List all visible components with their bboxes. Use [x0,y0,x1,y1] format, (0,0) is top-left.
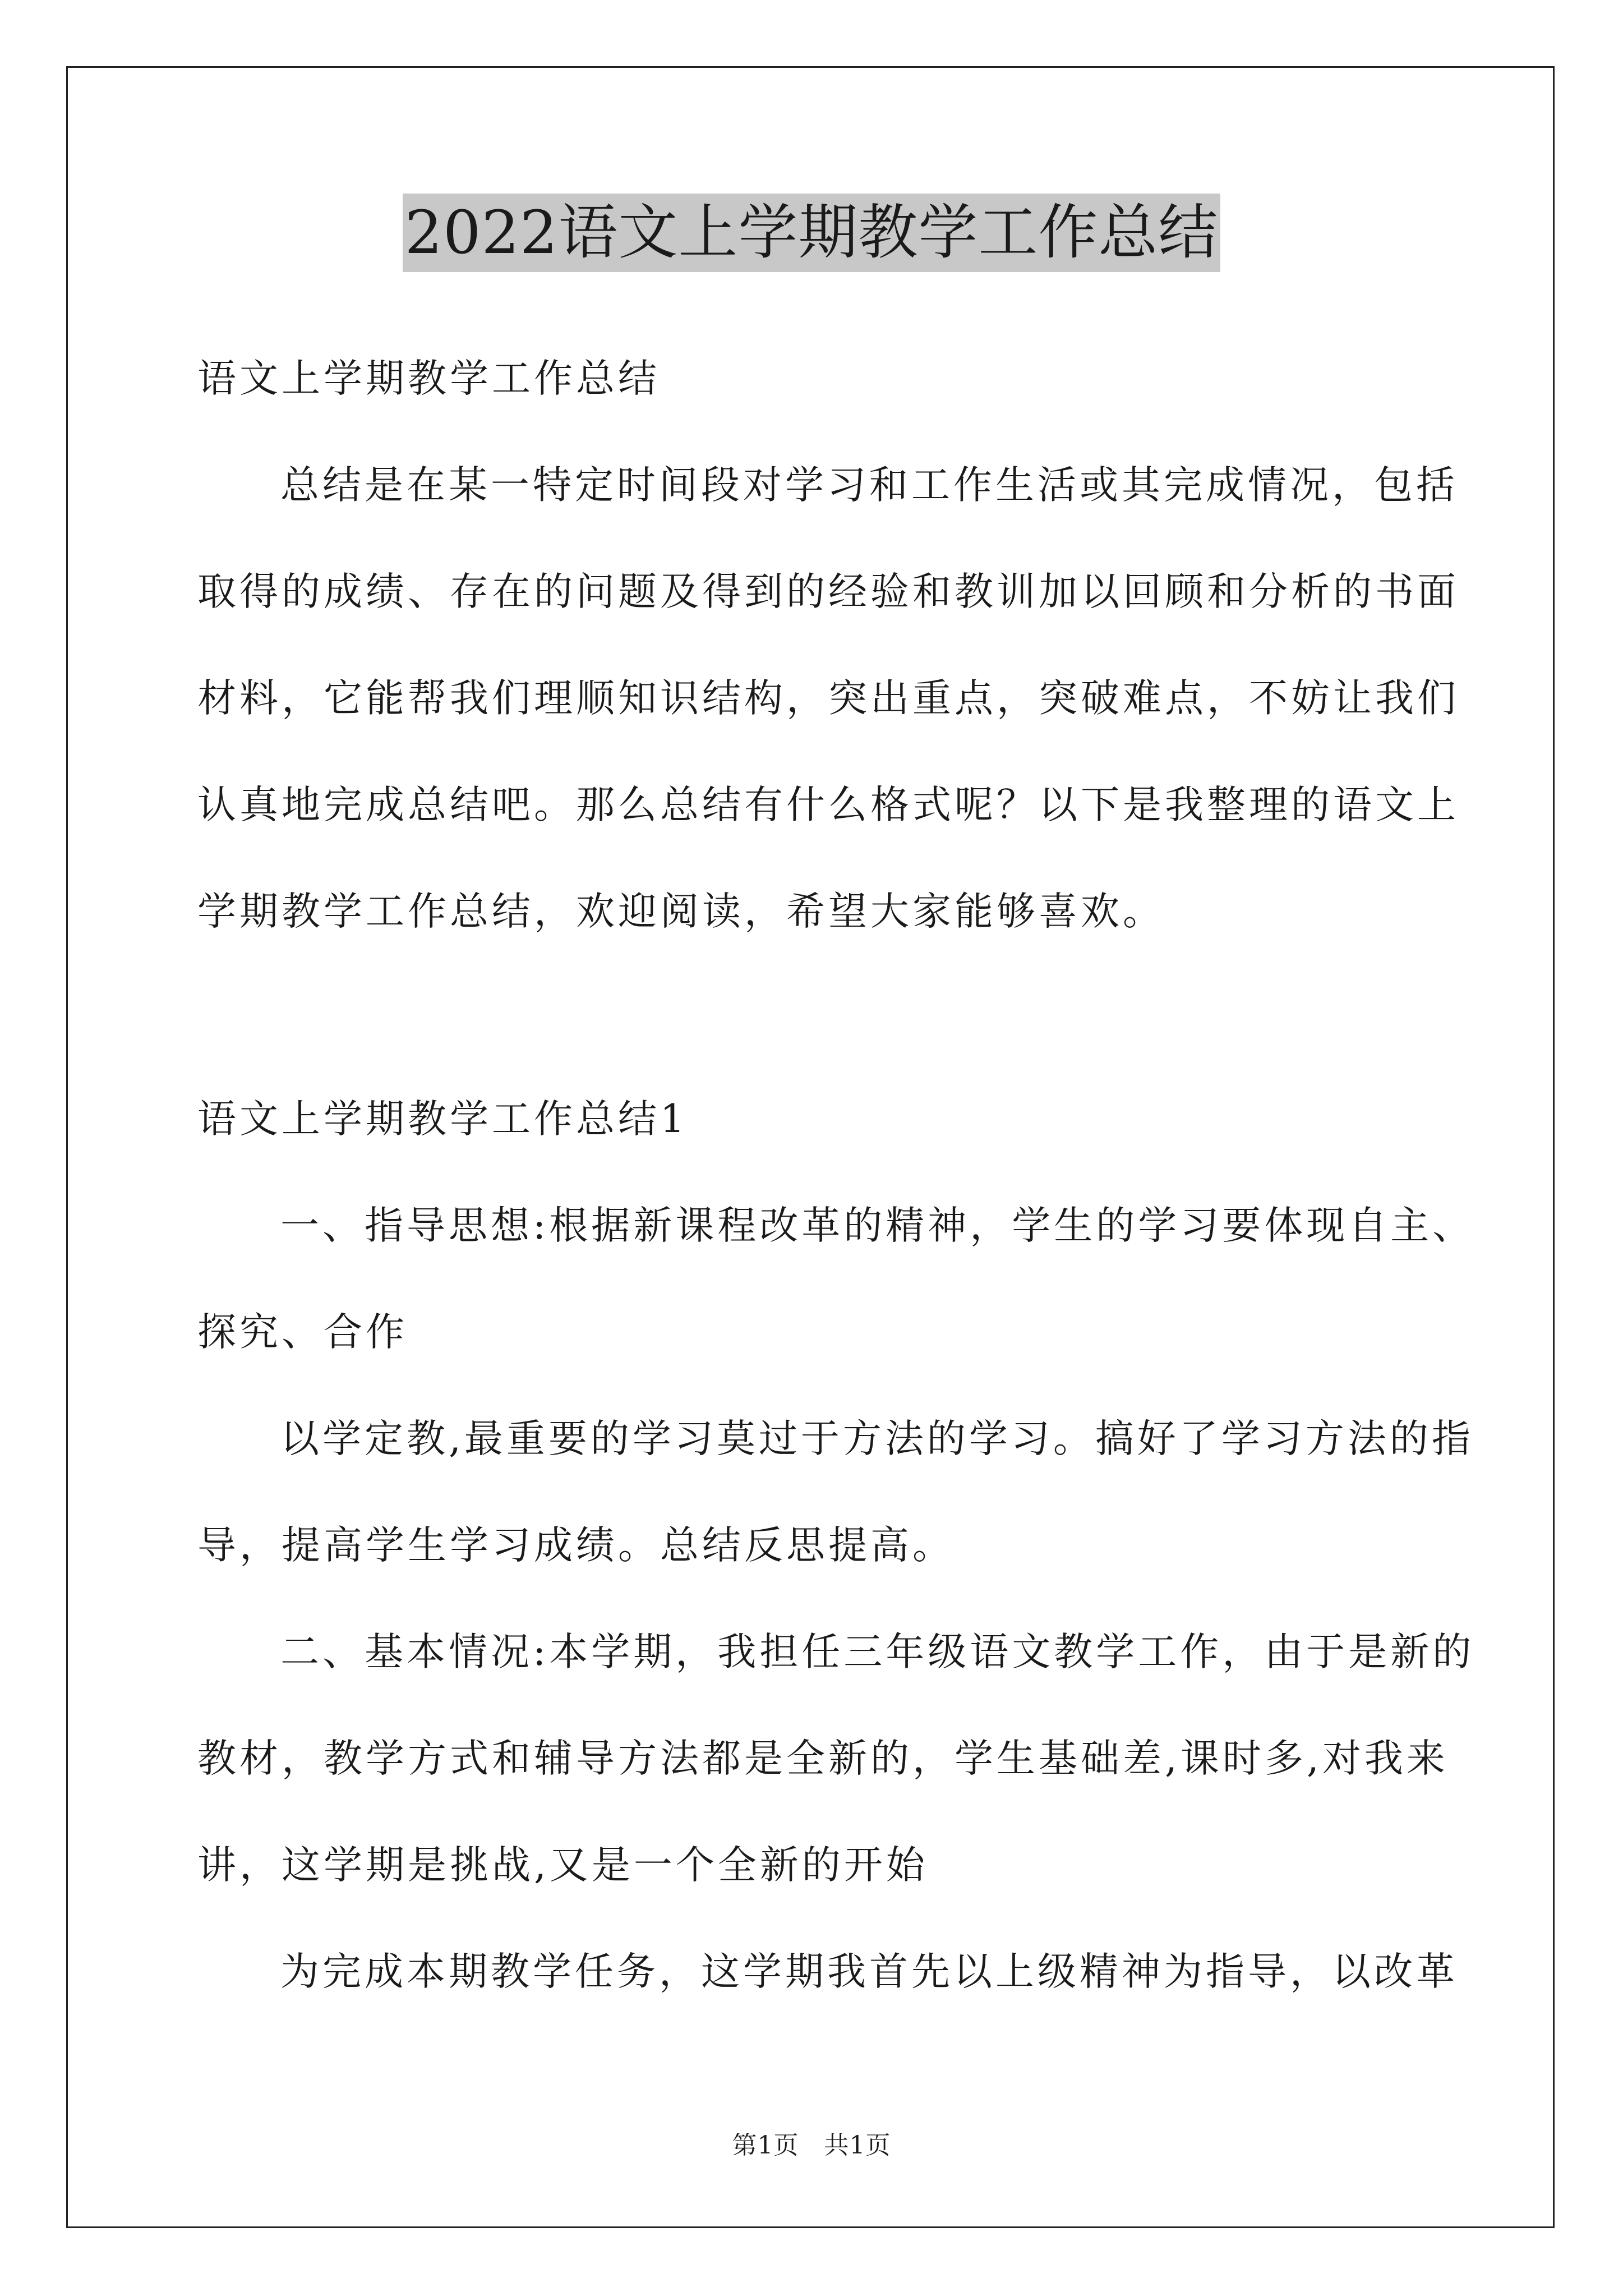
paragraph-line: 取得的成绩、存在的问题及得到的经验和教训加以回顾和分析的书面 [197,569,1459,614]
page-number: 第1页 共1页 [732,2131,891,2160]
section-heading: 语文上学期教学工作总结1 [197,1097,688,1142]
title-text: 2022语文上学期教学工作总结 [403,194,1221,272]
paragraph-line: 探究、合作 [197,1310,408,1355]
document-title [0,194,1623,272]
paragraph-line: 认真地完成总结吧。那么总结有什么格式呢？以下是我整理的语文上 [197,783,1459,827]
paragraph-line: 讲，这学期是挑战,又是一个全新的开始 [197,1843,928,1888]
paragraph-line: 材料，它能帮我们理顺知识结构，突出重点，突破难点，不妨让我们 [197,676,1459,721]
paragraph-line: 一、指导思想:根据新课程改革的精神，学生的学习要体现自主、 [280,1203,1475,1248]
paragraph-line: 学期教学工作总结，欢迎阅读，希望大家能够喜欢。 [197,889,1165,934]
paragraph-line: 导，提高学生学习成绩。总结反思提高。 [197,1523,955,1568]
paragraph-line: 为完成本期教学任务，这学期我首先以上级精神为指导，以改革 [280,1949,1458,1994]
subtitle-line: 语文上学期教学工作总结 [197,356,660,401]
paragraph-line: 教材，教学方式和辅导方法都是全新的，学生基础差,课时多,对我来 [197,1736,1449,1781]
paragraph-line: 二、基本情况:本学期，我担任三年级语文教学工作，由于是新的 [280,1630,1475,1674]
paragraph-line: 以学定教,最重要的学习莫过于方法的学习。搞好了学习方法的指 [280,1416,1474,1461]
paragraph-line: 总结是在某一特定时间段对学习和工作生活或其完成情况，包括 [280,463,1458,508]
